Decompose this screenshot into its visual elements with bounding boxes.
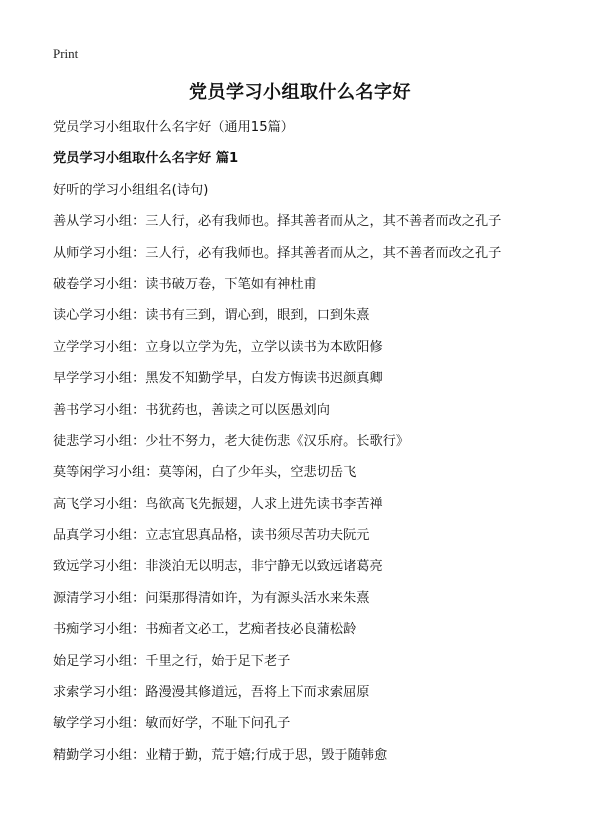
- entry-line: 致远学习小组：非淡泊无以明志，非宁静无以致远诸葛亮: [53, 559, 383, 575]
- entry-line: 早学学习小组：黑发不知勤学早，白发方悔读书迟颜真卿: [53, 371, 383, 387]
- entry-line: 立学学习小组：立身以立学为先，立学以读书为本欧阳修: [53, 339, 383, 355]
- entry-line: 从师学习小组：三人行，必有我师也。择其善者而从之，其不善者而改之孔子: [53, 245, 502, 261]
- entry-line: 高飞学习小组：鸟欲高飞先振翅，人求上进先读书李苦禅: [53, 496, 383, 512]
- entry-line: 始足学习小组：千里之行，始于足下老子: [53, 653, 291, 669]
- entry-line: 读心学习小组：读书有三到，谓心到，眼到，口到朱熹: [53, 308, 370, 324]
- entry-line: 莫等闲学习小组：莫等闲，白了少年头，空悲切岳飞: [53, 465, 357, 481]
- entry-line: 善书学习小组：书犹药也，善读之可以医愚刘向: [53, 402, 330, 418]
- page-title: 党员学习小组取什么名字好: [189, 82, 411, 103]
- entry-line: 求索学习小组：路漫漫其修道远，吾将上下而求索屈原: [53, 685, 370, 701]
- entry-line: 品真学习小组：立志宜思真品格，读书须尽苦功夫阮元: [53, 528, 370, 544]
- entry-line: 敏学学习小组：敏而好学，不耻下问孔子: [53, 716, 291, 732]
- entry-line: 精勤学习小组：业精于勤，荒于嬉;行成于思，毁于随韩愈: [53, 747, 388, 763]
- entry-line: 源清学习小组：问渠那得清如许，为有源头活水来朱熹: [53, 590, 370, 606]
- document-body: [53, 118, 573, 777]
- subtitle: 党员学习小组取什么名字好（通用15篇）: [53, 120, 294, 135]
- print-link[interactable]: Print: [53, 46, 79, 61]
- entry-line: 善从学习小组：三人行，必有我师也。择其善者而从之，其不善者而改之孔子: [53, 214, 502, 230]
- intro-line: 好听的学习小组组名(诗句): [53, 182, 209, 198]
- section-heading: 党员学习小组取什么名字好 篇1: [53, 151, 239, 167]
- entry-line: 徒悲学习小组：少壮不努力，老大徒伤悲《汉乐府。长歌行》: [53, 433, 410, 449]
- entry-line: 破卷学习小组：读书破万卷，下笔如有神杜甫: [53, 276, 317, 292]
- entry-line: 书痴学习小组：书痴者文必工，艺痴者技必良蒲松龄: [53, 622, 357, 638]
